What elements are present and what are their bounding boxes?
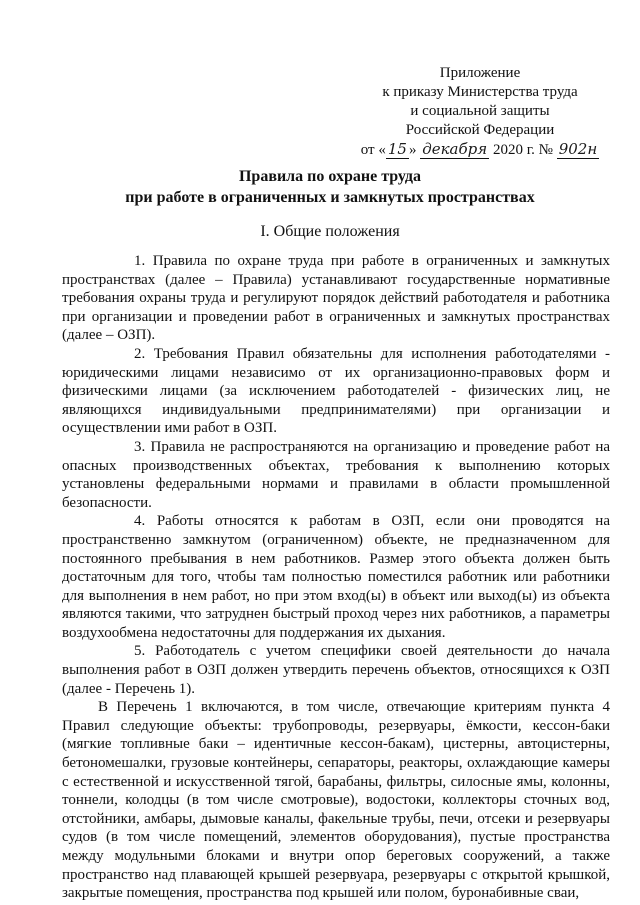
paragraph-4 <box>62 512 610 642</box>
title-line-2: при работе в ограниченных и замкнутых пространствах <box>125 189 535 206</box>
order-date-line <box>345 140 615 160</box>
paragraph-2 <box>62 345 610 438</box>
paragraph-text: Работы относятся к работам в ОЗП, если они проводятся на пространственно замкнутом (ограниченном) объекте, не предназначенном для постоянного пребывания в нем работников. Размер этого объекта должен быть достаточным для того, чтобы там полностью поместился работник или работники для выполнения в нем работ, но при этом вход(ы) в объект или выход(ы) из объекта являются такими, что затруднен быстрый проход через них работников, а параметры воздухообмена недостаточны для поддержания их дыхания. <box>62 513 610 641</box>
paragraph-number: 5. <box>134 643 146 660</box>
paragraph-text: Правила по охране труда при работе в ограниченных и замкнутых пространствах (далее – Правила) устанавливают государственные нормативные требования охраны труда и регулируют порядок действий работодателя и работника при организации и проведении работ в ограниченных и замкнутых пространствах (далее – ОЗП). <box>62 253 610 344</box>
paragraph-1 <box>62 252 610 345</box>
paragraph-number: 4. <box>134 513 146 530</box>
order-year: 2020 г. № <box>492 142 553 158</box>
paragraph-3 <box>62 438 610 512</box>
paragraph-number: 2. <box>134 345 146 362</box>
paragraph-text: Работодатель с учетом специфики своей деятельности до начала выполнения работ в ОЗП должен утвердить перечень объектов, относящихся к ОЗП (далее - Перечень 1). <box>62 643 610 697</box>
paragraph-5 <box>62 642 610 698</box>
document-body <box>62 252 610 903</box>
paragraph-text: Требования Правил обязательны для исполнения работодателями - юридическими лицами независимо от их организационно-правовых форм и физическими лицами (за исключением работодателей - физических лиц, не являющихся индивидуальными предпринимателями) при организации и осуществлении ими работ в ОЗП. <box>62 345 610 437</box>
paragraph-number: 3. <box>134 438 146 455</box>
appendix-country-line: Российской Федерации <box>405 122 555 138</box>
appendix-block <box>345 64 615 160</box>
title-line-1: Правила по охране труда <box>238 168 422 185</box>
document-title <box>60 166 600 208</box>
order-day: 15 <box>387 140 407 158</box>
paragraph-text: Правила не распространяются на организацию и проведение работ на опасных производственных объектах, требования к выполнению которых установлены федеральными нормами и правилами в области промышленной безопасности. <box>62 438 611 511</box>
appendix-ministry-line-2: и социальной защиты <box>410 103 550 119</box>
paragraph-number: 1. <box>134 253 146 269</box>
paragraph-6 <box>62 698 610 903</box>
paragraph-text: В Перечень 1 включаются, в том числе, отвечающие критериям пункта 4 Правил следующие объекты: трубопроводы, резервуары, ёмкости, кессон-баки (мягкие топливные баки – идентичные кессон-бакам), цистерны, автоцистерны, бетономешалки, грузовые контейнеры, сепараторы, реакторы, охлаждающие камеры с естественной и искусственной тягой, барабаны, фильтры, силосные ямы, колонны, тоннели, колодцы (в том числе смотровые), водостоки, коллекторы сточных вод, отстойники, амбары, дымовые каналы, факельные трубы, печи, отсеки и резервуары судов (в том числе помещений, элементов оборудования), пустые пространства между модульными блоками и внутри опор береговых сооружений, а также пространство над плавающей крышей резервуара, резервуары с открытой крышкой, закрытые помещения, пространства под крышей или полом, буронабивные сваи, <box>62 699 610 902</box>
appendix-ministry-line: к приказу Министерства труда <box>382 84 578 100</box>
section-heading: I. Общие положения <box>260 223 400 240</box>
order-prefix: от « <box>360 142 386 158</box>
order-mid: » <box>408 142 417 158</box>
order-number: 902н <box>558 140 598 158</box>
appendix-title: Приложение <box>439 65 521 81</box>
order-month: декабря <box>422 140 488 158</box>
